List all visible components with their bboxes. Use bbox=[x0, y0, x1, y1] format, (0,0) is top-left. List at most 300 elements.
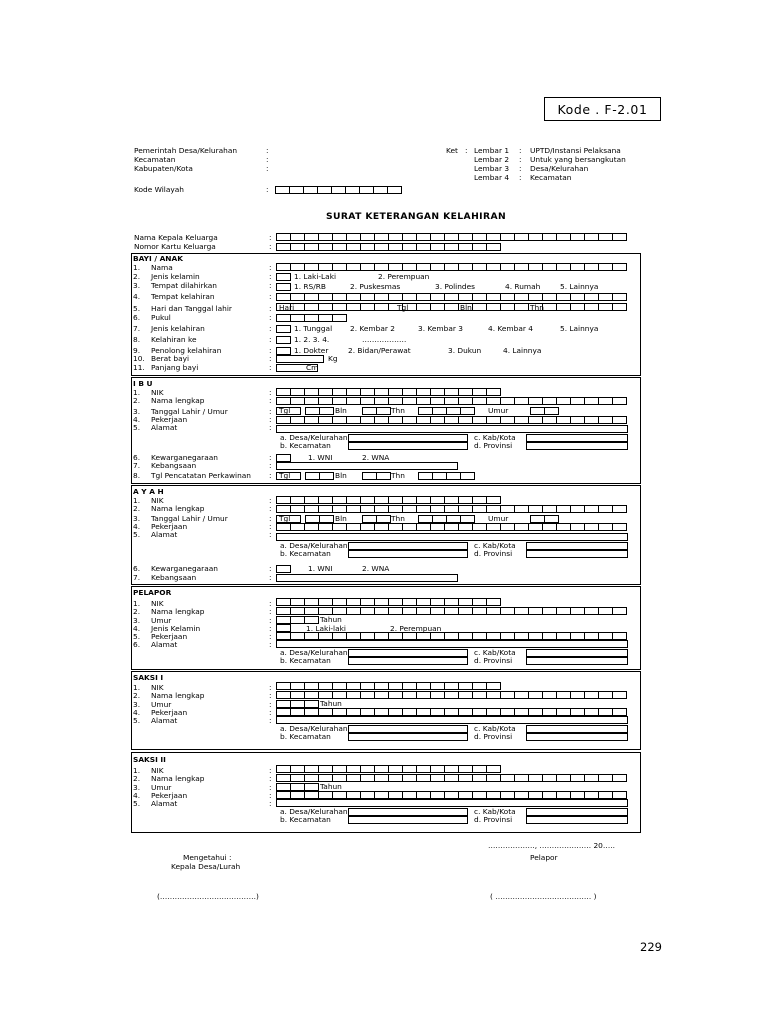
pekerjaan-pelapor-cell[interactable] bbox=[360, 632, 375, 640]
kepala-keluarga-cell[interactable] bbox=[304, 233, 319, 241]
thn-kawin-cell[interactable] bbox=[460, 472, 475, 480]
pekerjaan-ayah-cell[interactable] bbox=[556, 523, 571, 531]
nik-ayah-cell[interactable] bbox=[290, 496, 305, 504]
pekerjaan-pelapor-cell[interactable] bbox=[458, 632, 473, 640]
nama-saksi2-cell[interactable] bbox=[346, 774, 361, 782]
kelahiran-ke-cell[interactable] bbox=[276, 336, 291, 344]
nama-pelapor-cell[interactable] bbox=[346, 607, 361, 615]
nama-saksi1-cell[interactable] bbox=[570, 691, 585, 699]
kabkota-box[interactable] bbox=[526, 434, 628, 442]
tempat-kelahiran-cell[interactable] bbox=[290, 293, 305, 301]
tanggal-lahir-cell[interactable] bbox=[584, 303, 599, 311]
nama-saksi1-cell[interactable] bbox=[374, 691, 389, 699]
nama-pelapor-cell[interactable] bbox=[276, 607, 291, 615]
jk-pelapor-cell[interactable] bbox=[276, 624, 291, 632]
nama-saksi2-cell[interactable] bbox=[416, 774, 431, 782]
nik-saksi1-cell[interactable] bbox=[416, 682, 431, 690]
nama-saksi1-cell[interactable] bbox=[542, 691, 557, 699]
nama-ayah-cell[interactable] bbox=[374, 505, 389, 513]
pekerjaan-saksi1-cell[interactable] bbox=[486, 708, 501, 716]
pekerjaan-ibu-cell[interactable] bbox=[388, 416, 403, 424]
nik-ayah-cell[interactable] bbox=[472, 496, 487, 504]
pekerjaan-saksi1-cell[interactable] bbox=[472, 708, 487, 716]
tanggal-lahir-cell[interactable] bbox=[430, 303, 445, 311]
nama-ayah-cell[interactable] bbox=[570, 505, 585, 513]
thn-cell[interactable] bbox=[460, 515, 475, 523]
nama-saksi1-cell[interactable] bbox=[332, 691, 347, 699]
pekerjaan-saksi2-cell[interactable] bbox=[430, 791, 445, 799]
tempat-kelahiran-cell[interactable] bbox=[598, 293, 613, 301]
nama-pelapor-cell[interactable] bbox=[430, 607, 445, 615]
nama-ayah-cell[interactable] bbox=[290, 505, 305, 513]
nama-bayi-cell[interactable] bbox=[444, 263, 459, 271]
kode-wilayah-cell[interactable] bbox=[373, 186, 388, 194]
kepala-keluarga-cell[interactable] bbox=[346, 233, 361, 241]
pekerjaan-saksi1-cell[interactable] bbox=[290, 708, 305, 716]
nama-ibu-cell[interactable] bbox=[486, 397, 501, 405]
pekerjaan-saksi2-cell[interactable] bbox=[598, 791, 613, 799]
pekerjaan-ibu-cell[interactable] bbox=[514, 416, 529, 424]
tempat-kelahiran-cell[interactable] bbox=[318, 293, 333, 301]
pekerjaan-pelapor-cell[interactable] bbox=[598, 632, 613, 640]
tempat-kelahiran-cell[interactable] bbox=[360, 293, 375, 301]
nik-saksi2-cell[interactable] bbox=[472, 765, 487, 773]
nama-bayi-cell[interactable] bbox=[542, 263, 557, 271]
tempat-kelahiran-cell[interactable] bbox=[276, 293, 291, 301]
nama-ibu-cell[interactable] bbox=[290, 397, 305, 405]
pekerjaan-ibu-cell[interactable] bbox=[374, 416, 389, 424]
provinsi-box[interactable] bbox=[526, 550, 628, 558]
nik-ibu-cell[interactable] bbox=[374, 388, 389, 396]
nik-saksi1-cell[interactable] bbox=[374, 682, 389, 690]
nik-ibu-cell[interactable] bbox=[388, 388, 403, 396]
kebangsaan-ayah-box[interactable] bbox=[276, 574, 458, 582]
nomor-kk-cell[interactable] bbox=[472, 243, 487, 251]
pekerjaan-saksi2-cell[interactable] bbox=[570, 791, 585, 799]
nama-saksi1-cell[interactable] bbox=[276, 691, 291, 699]
nama-saksi2-cell[interactable] bbox=[542, 774, 557, 782]
nama-saksi2-cell[interactable] bbox=[444, 774, 459, 782]
nama-pelapor-cell[interactable] bbox=[514, 607, 529, 615]
desa-box[interactable] bbox=[348, 649, 468, 657]
kepala-keluarga-cell[interactable] bbox=[542, 233, 557, 241]
tempat-kelahiran-cell[interactable] bbox=[486, 293, 501, 301]
pekerjaan-ibu-cell[interactable] bbox=[276, 416, 291, 424]
nik-ayah-cell[interactable] bbox=[458, 496, 473, 504]
tempat-kelahiran-cell[interactable] bbox=[304, 293, 319, 301]
nik-pelapor-cell[interactable] bbox=[388, 598, 403, 606]
nama-saksi2-cell[interactable] bbox=[304, 774, 319, 782]
nama-ibu-cell[interactable] bbox=[612, 397, 627, 405]
nama-saksi2-cell[interactable] bbox=[472, 774, 487, 782]
nama-pelapor-cell[interactable] bbox=[528, 607, 543, 615]
tempat-kelahiran-cell[interactable] bbox=[612, 293, 627, 301]
jenis-kelamin-cell[interactable] bbox=[276, 273, 291, 281]
pekerjaan-pelapor-cell[interactable] bbox=[486, 632, 501, 640]
nama-saksi1-cell[interactable] bbox=[500, 691, 515, 699]
nama-saksi2-cell[interactable] bbox=[388, 774, 403, 782]
nama-ayah-cell[interactable] bbox=[276, 505, 291, 513]
nama-bayi-cell[interactable] bbox=[556, 263, 571, 271]
pekerjaan-saksi2-cell[interactable] bbox=[542, 791, 557, 799]
nama-ibu-cell[interactable] bbox=[528, 397, 543, 405]
thn-cell[interactable] bbox=[446, 515, 461, 523]
nomor-kk-cell[interactable] bbox=[374, 243, 389, 251]
tanggal-lahir-cell[interactable] bbox=[346, 303, 361, 311]
umur-cell[interactable] bbox=[544, 515, 559, 523]
nama-ibu-cell[interactable] bbox=[332, 397, 347, 405]
pekerjaan-ibu-cell[interactable] bbox=[402, 416, 417, 424]
pekerjaan-saksi2-cell[interactable] bbox=[346, 791, 361, 799]
kode-wilayah-cell[interactable] bbox=[359, 186, 374, 194]
tgl-kawin-cell[interactable] bbox=[305, 472, 320, 480]
penolong-cell[interactable] bbox=[276, 347, 291, 355]
tempat-kelahiran-cell[interactable] bbox=[388, 293, 403, 301]
nik-saksi2-cell[interactable] bbox=[416, 765, 431, 773]
nama-pelapor-cell[interactable] bbox=[500, 607, 515, 615]
berat-bayi-box[interactable] bbox=[276, 355, 324, 363]
tempat-kelahiran-cell[interactable] bbox=[514, 293, 529, 301]
tanggal-lahir-cell[interactable] bbox=[318, 303, 333, 311]
kabkota-box[interactable] bbox=[526, 542, 628, 550]
nama-ayah-cell[interactable] bbox=[556, 505, 571, 513]
nik-saksi1-cell[interactable] bbox=[346, 682, 361, 690]
pekerjaan-saksi1-cell[interactable] bbox=[500, 708, 515, 716]
kecamatan-box[interactable] bbox=[348, 733, 468, 741]
pekerjaan-ibu-cell[interactable] bbox=[346, 416, 361, 424]
tempat-kelahiran-cell[interactable] bbox=[416, 293, 431, 301]
nama-pelapor-cell[interactable] bbox=[570, 607, 585, 615]
tempat-kelahiran-cell[interactable] bbox=[444, 293, 459, 301]
alamat-box[interactable] bbox=[276, 716, 628, 724]
tanggal-lahir-cell[interactable] bbox=[598, 303, 613, 311]
tanggal-lahir-cell[interactable] bbox=[486, 303, 501, 311]
nik-saksi2-cell[interactable] bbox=[374, 765, 389, 773]
pukul-cell[interactable] bbox=[318, 314, 333, 322]
kode-wilayah-cell[interactable] bbox=[303, 186, 318, 194]
pekerjaan-saksi1-cell[interactable] bbox=[584, 708, 599, 716]
nama-pelapor-cell[interactable] bbox=[486, 607, 501, 615]
nama-saksi1-cell[interactable] bbox=[472, 691, 487, 699]
tanggal-lahir-cell[interactable] bbox=[332, 303, 347, 311]
nik-ibu-cell[interactable] bbox=[416, 388, 431, 396]
nik-ibu-cell[interactable] bbox=[332, 388, 347, 396]
kode-wilayah-cell[interactable] bbox=[317, 186, 332, 194]
nama-ayah-cell[interactable] bbox=[360, 505, 375, 513]
tempat-kelahiran-cell[interactable] bbox=[332, 293, 347, 301]
pukul-cell[interactable] bbox=[332, 314, 347, 322]
pukul-cell[interactable] bbox=[304, 314, 319, 322]
nomor-kk-cell[interactable] bbox=[444, 243, 459, 251]
nama-ayah-cell[interactable] bbox=[612, 505, 627, 513]
pekerjaan-ayah-cell[interactable] bbox=[612, 523, 627, 531]
jenis-kelahiran-cell[interactable] bbox=[276, 325, 291, 333]
nama-pelapor-cell[interactable] bbox=[542, 607, 557, 615]
nama-ibu-cell[interactable] bbox=[472, 397, 487, 405]
pekerjaan-saksi1-cell[interactable] bbox=[332, 708, 347, 716]
tanggal-lahir-cell[interactable] bbox=[360, 303, 375, 311]
pekerjaan-saksi1-cell[interactable] bbox=[388, 708, 403, 716]
pekerjaan-ayah-cell[interactable] bbox=[486, 523, 501, 531]
kode-wilayah-cell[interactable] bbox=[387, 186, 402, 194]
tempat-kelahiran-cell[interactable] bbox=[346, 293, 361, 301]
pekerjaan-pelapor-cell[interactable] bbox=[570, 632, 585, 640]
nik-pelapor-cell[interactable] bbox=[430, 598, 445, 606]
nik-pelapor-cell[interactable] bbox=[444, 598, 459, 606]
kode-wilayah-cell[interactable] bbox=[345, 186, 360, 194]
nama-pelapor-cell[interactable] bbox=[598, 607, 613, 615]
nama-pelapor-cell[interactable] bbox=[318, 607, 333, 615]
nama-pelapor-cell[interactable] bbox=[472, 607, 487, 615]
nama-pelapor-cell[interactable] bbox=[374, 607, 389, 615]
nik-saksi2-cell[interactable] bbox=[402, 765, 417, 773]
pekerjaan-ayah-cell[interactable] bbox=[346, 523, 361, 531]
kewarganegaraan-ibu-cell[interactable] bbox=[276, 454, 291, 462]
tanggal-lahir-cell[interactable] bbox=[570, 303, 585, 311]
pekerjaan-ibu-cell[interactable] bbox=[612, 416, 627, 424]
nik-ayah-cell[interactable] bbox=[374, 496, 389, 504]
umur-saksi1-cell[interactable] bbox=[290, 700, 305, 708]
tempat-kelahiran-cell[interactable] bbox=[528, 293, 543, 301]
nik-saksi2-cell[interactable] bbox=[290, 765, 305, 773]
nama-pelapor-cell[interactable] bbox=[332, 607, 347, 615]
nama-ayah-cell[interactable] bbox=[500, 505, 515, 513]
nama-ayah-cell[interactable] bbox=[486, 505, 501, 513]
nama-bayi-cell[interactable] bbox=[584, 263, 599, 271]
nama-saksi1-cell[interactable] bbox=[388, 691, 403, 699]
pekerjaan-pelapor-cell[interactable] bbox=[472, 632, 487, 640]
pekerjaan-saksi2-cell[interactable] bbox=[486, 791, 501, 799]
provinsi-box[interactable] bbox=[526, 442, 628, 450]
nama-bayi-cell[interactable] bbox=[514, 263, 529, 271]
pekerjaan-ayah-cell[interactable] bbox=[444, 523, 459, 531]
nik-ibu-cell[interactable] bbox=[304, 388, 319, 396]
nama-saksi2-cell[interactable] bbox=[612, 774, 627, 782]
pukul-cell[interactable] bbox=[290, 314, 305, 322]
pekerjaan-ibu-cell[interactable] bbox=[542, 416, 557, 424]
kepala-keluarga-cell[interactable] bbox=[570, 233, 585, 241]
umur-pelapor-cell[interactable] bbox=[304, 616, 319, 624]
kepala-keluarga-cell[interactable] bbox=[332, 233, 347, 241]
pekerjaan-pelapor-cell[interactable] bbox=[514, 632, 529, 640]
nik-pelapor-cell[interactable] bbox=[458, 598, 473, 606]
nik-saksi2-cell[interactable] bbox=[360, 765, 375, 773]
tempat-kelahiran-cell[interactable] bbox=[584, 293, 599, 301]
nama-bayi-cell[interactable] bbox=[472, 263, 487, 271]
pekerjaan-saksi1-cell[interactable] bbox=[570, 708, 585, 716]
umur-pelapor-cell[interactable] bbox=[290, 616, 305, 624]
pekerjaan-ayah-cell[interactable] bbox=[290, 523, 305, 531]
pekerjaan-ibu-cell[interactable] bbox=[556, 416, 571, 424]
nomor-kk-cell[interactable] bbox=[360, 243, 375, 251]
tanggal-lahir-cell[interactable] bbox=[542, 303, 557, 311]
bln-cell[interactable] bbox=[376, 407, 391, 415]
pekerjaan-ibu-cell[interactable] bbox=[500, 416, 515, 424]
pekerjaan-ayah-cell[interactable] bbox=[416, 523, 431, 531]
nama-saksi1-cell[interactable] bbox=[486, 691, 501, 699]
nama-ayah-cell[interactable] bbox=[332, 505, 347, 513]
kebangsaan-ibu-box[interactable] bbox=[276, 462, 458, 470]
thn-cell[interactable] bbox=[432, 515, 447, 523]
nama-saksi1-cell[interactable] bbox=[346, 691, 361, 699]
thn-kawin-cell[interactable] bbox=[418, 472, 433, 480]
tanggal-lahir-cell[interactable] bbox=[304, 303, 319, 311]
tanggal-lahir-cell[interactable] bbox=[416, 303, 431, 311]
pekerjaan-ibu-cell[interactable] bbox=[472, 416, 487, 424]
provinsi-box[interactable] bbox=[526, 816, 628, 824]
nama-ibu-cell[interactable] bbox=[388, 397, 403, 405]
pekerjaan-saksi1-cell[interactable] bbox=[444, 708, 459, 716]
nama-ayah-cell[interactable] bbox=[528, 505, 543, 513]
nama-saksi2-cell[interactable] bbox=[290, 774, 305, 782]
alamat-box[interactable] bbox=[276, 640, 628, 648]
nomor-kk-cell[interactable] bbox=[304, 243, 319, 251]
thn-cell[interactable] bbox=[460, 407, 475, 415]
pekerjaan-ibu-cell[interactable] bbox=[318, 416, 333, 424]
nama-saksi2-cell[interactable] bbox=[500, 774, 515, 782]
nik-saksi1-cell[interactable] bbox=[402, 682, 417, 690]
alamat-box[interactable] bbox=[276, 425, 628, 433]
nama-pelapor-cell[interactable] bbox=[388, 607, 403, 615]
nama-bayi-cell[interactable] bbox=[612, 263, 627, 271]
pekerjaan-saksi2-cell[interactable] bbox=[444, 791, 459, 799]
nik-saksi2-cell[interactable] bbox=[388, 765, 403, 773]
nama-bayi-cell[interactable] bbox=[360, 263, 375, 271]
nik-saksi1-cell[interactable] bbox=[276, 682, 291, 690]
pekerjaan-ayah-cell[interactable] bbox=[584, 523, 599, 531]
alamat-box[interactable] bbox=[276, 799, 628, 807]
nik-ibu-cell[interactable] bbox=[276, 388, 291, 396]
nik-saksi1-cell[interactable] bbox=[360, 682, 375, 690]
nik-saksi2-cell[interactable] bbox=[458, 765, 473, 773]
nama-pelapor-cell[interactable] bbox=[402, 607, 417, 615]
nik-pelapor-cell[interactable] bbox=[374, 598, 389, 606]
tempat-dilahirkan-cell[interactable] bbox=[276, 283, 291, 291]
kepala-keluarga-cell[interactable] bbox=[388, 233, 403, 241]
nama-bayi-cell[interactable] bbox=[430, 263, 445, 271]
umur-saksi2-cell[interactable] bbox=[276, 783, 291, 791]
nama-saksi1-cell[interactable] bbox=[416, 691, 431, 699]
nama-ayah-cell[interactable] bbox=[416, 505, 431, 513]
nik-saksi1-cell[interactable] bbox=[486, 682, 501, 690]
nama-ibu-cell[interactable] bbox=[276, 397, 291, 405]
tanggal-lahir-cell[interactable] bbox=[444, 303, 459, 311]
pekerjaan-ayah-cell[interactable] bbox=[528, 523, 543, 531]
nik-ayah-cell[interactable] bbox=[486, 496, 501, 504]
nama-saksi2-cell[interactable] bbox=[486, 774, 501, 782]
pekerjaan-ayah-cell[interactable] bbox=[332, 523, 347, 531]
pekerjaan-ayah-cell[interactable] bbox=[318, 523, 333, 531]
pekerjaan-ayah-cell[interactable] bbox=[360, 523, 375, 531]
nomor-kk-cell[interactable] bbox=[430, 243, 445, 251]
nik-ayah-cell[interactable] bbox=[444, 496, 459, 504]
tanggal-lahir-cell[interactable] bbox=[374, 303, 389, 311]
nama-pelapor-cell[interactable] bbox=[612, 607, 627, 615]
pekerjaan-saksi1-cell[interactable] bbox=[430, 708, 445, 716]
nama-pelapor-cell[interactable] bbox=[444, 607, 459, 615]
nama-saksi2-cell[interactable] bbox=[332, 774, 347, 782]
pekerjaan-saksi2-cell[interactable] bbox=[388, 791, 403, 799]
nama-bayi-cell[interactable] bbox=[486, 263, 501, 271]
nama-bayi-cell[interactable] bbox=[318, 263, 333, 271]
pekerjaan-ayah-cell[interactable] bbox=[514, 523, 529, 531]
umur-saksi1-cell[interactable] bbox=[276, 700, 291, 708]
kepala-keluarga-cell[interactable] bbox=[402, 233, 417, 241]
nomor-kk-cell[interactable] bbox=[486, 243, 501, 251]
pekerjaan-ayah-cell[interactable] bbox=[388, 523, 403, 531]
pekerjaan-ibu-cell[interactable] bbox=[430, 416, 445, 424]
nama-ayah-cell[interactable] bbox=[388, 505, 403, 513]
pekerjaan-ayah-cell[interactable] bbox=[304, 523, 319, 531]
nik-pelapor-cell[interactable] bbox=[290, 598, 305, 606]
kode-wilayah-cell[interactable] bbox=[289, 186, 304, 194]
nik-saksi2-cell[interactable] bbox=[444, 765, 459, 773]
pekerjaan-saksi1-cell[interactable] bbox=[304, 708, 319, 716]
umur-saksi2-cell[interactable] bbox=[290, 783, 305, 791]
nik-ibu-cell[interactable] bbox=[402, 388, 417, 396]
pekerjaan-saksi2-cell[interactable] bbox=[472, 791, 487, 799]
nama-ayah-cell[interactable] bbox=[430, 505, 445, 513]
alamat-box[interactable] bbox=[276, 533, 628, 541]
nama-saksi2-cell[interactable] bbox=[430, 774, 445, 782]
thn-cell[interactable] bbox=[432, 407, 447, 415]
pekerjaan-saksi2-cell[interactable] bbox=[514, 791, 529, 799]
desa-box[interactable] bbox=[348, 434, 468, 442]
kecamatan-box[interactable] bbox=[348, 550, 468, 558]
pekerjaan-ayah-cell[interactable] bbox=[402, 523, 417, 531]
nik-ayah-cell[interactable] bbox=[276, 496, 291, 504]
nama-saksi1-cell[interactable] bbox=[556, 691, 571, 699]
thn-cell[interactable] bbox=[418, 407, 433, 415]
tanggal-lahir-cell[interactable] bbox=[500, 303, 515, 311]
provinsi-box[interactable] bbox=[526, 657, 628, 665]
nama-ibu-cell[interactable] bbox=[444, 397, 459, 405]
nama-ibu-cell[interactable] bbox=[500, 397, 515, 405]
tempat-kelahiran-cell[interactable] bbox=[374, 293, 389, 301]
nama-ibu-cell[interactable] bbox=[430, 397, 445, 405]
pekerjaan-saksi1-cell[interactable] bbox=[360, 708, 375, 716]
umur-cell[interactable] bbox=[544, 407, 559, 415]
pekerjaan-saksi1-cell[interactable] bbox=[318, 708, 333, 716]
thn-kawin-cell[interactable] bbox=[446, 472, 461, 480]
nik-pelapor-cell[interactable] bbox=[276, 598, 291, 606]
pekerjaan-saksi1-cell[interactable] bbox=[458, 708, 473, 716]
nama-saksi1-cell[interactable] bbox=[318, 691, 333, 699]
nama-ibu-cell[interactable] bbox=[556, 397, 571, 405]
nama-saksi2-cell[interactable] bbox=[514, 774, 529, 782]
nama-bayi-cell[interactable] bbox=[402, 263, 417, 271]
pekerjaan-saksi1-cell[interactable] bbox=[514, 708, 529, 716]
kepala-keluarga-cell[interactable] bbox=[458, 233, 473, 241]
umur-pelapor-cell[interactable] bbox=[276, 616, 291, 624]
kepala-keluarga-cell[interactable] bbox=[318, 233, 333, 241]
nik-ibu-cell[interactable] bbox=[458, 388, 473, 396]
pekerjaan-saksi1-cell[interactable] bbox=[416, 708, 431, 716]
tempat-kelahiran-cell[interactable] bbox=[500, 293, 515, 301]
tanggal-lahir-cell[interactable] bbox=[514, 303, 529, 311]
nama-saksi1-cell[interactable] bbox=[612, 691, 627, 699]
nik-ibu-cell[interactable] bbox=[360, 388, 375, 396]
nama-bayi-cell[interactable] bbox=[332, 263, 347, 271]
nama-saksi2-cell[interactable] bbox=[556, 774, 571, 782]
nama-ayah-cell[interactable] bbox=[598, 505, 613, 513]
nomor-kk-cell[interactable] bbox=[276, 243, 291, 251]
nama-saksi2-cell[interactable] bbox=[528, 774, 543, 782]
pekerjaan-ibu-cell[interactable] bbox=[458, 416, 473, 424]
nama-saksi2-cell[interactable] bbox=[584, 774, 599, 782]
pekerjaan-pelapor-cell[interactable] bbox=[528, 632, 543, 640]
nama-saksi2-cell[interactable] bbox=[598, 774, 613, 782]
